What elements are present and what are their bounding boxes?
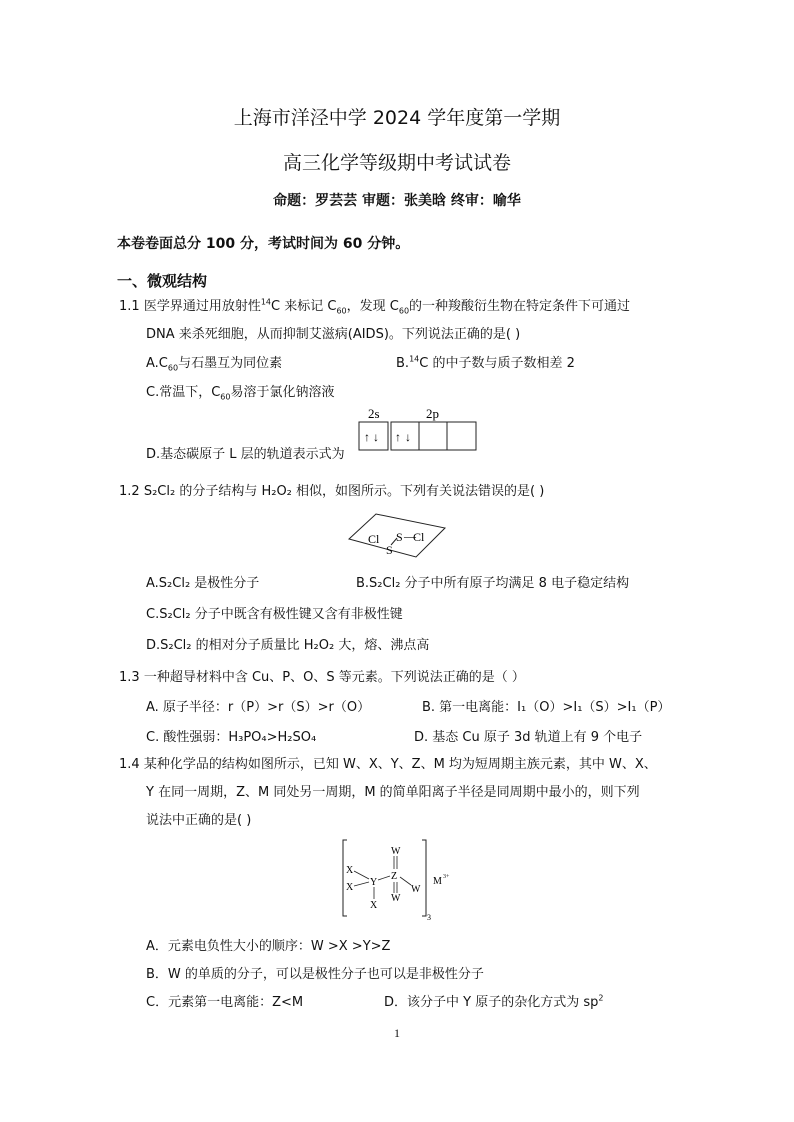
atom-w-right: W <box>411 884 421 895</box>
question-1-4-option-a: A．元素电负性大小的顺序：W >X >Y>Z <box>146 939 391 954</box>
atom-m: M <box>433 876 442 887</box>
question-1-4-option-b: B．W 的单质的分子，可以是极性分子也可以是非极性分子 <box>146 967 484 982</box>
atom-label-cl: Cl <box>413 530 425 544</box>
spin-down-arrow: ↓ <box>373 430 379 444</box>
option-text: C 的中子数与质子数相差 2 <box>419 356 575 371</box>
question-1-3-option-d: D. 基态 Cu 原子 3d 轨道上有 9 个电子 <box>414 730 643 745</box>
question-number: 1.1 <box>119 299 140 314</box>
atom-x: X <box>346 882 354 893</box>
bond-line <box>378 876 390 880</box>
stem-part: ，发现 C <box>346 299 399 314</box>
orbital-box-2p-2 <box>419 422 447 450</box>
question-1-2-option-c: C.S₂Cl₂ 分子中既含有极性键又含有非极性键 <box>146 607 403 622</box>
option-text: D．该分子中 Y 原子的杂化方式为 sp <box>384 995 599 1010</box>
bracket-left <box>343 840 347 916</box>
section-heading: 一、微观结构 <box>117 272 208 290</box>
atom-x-bottom: X <box>370 900 378 911</box>
ion-charge: 3+ <box>443 874 450 880</box>
bond-dash: — <box>404 529 416 543</box>
atom-z: Z <box>391 871 398 882</box>
stem-part: C 来标记 C <box>271 299 337 314</box>
orbital-box-2p-3 <box>447 422 476 450</box>
question-1-4-stem-line2: Y 在同一周期，Z、M 同处另一周期，M 的简单阳离子半径是同周期中最小的，则下列 <box>146 785 640 800</box>
stem-part: 的一种羧酸衍生物在特定条件下可通过 <box>409 299 631 314</box>
option-text: 易溶于氯化钠溶液 <box>230 385 335 400</box>
question-1-1-option-a <box>146 352 282 373</box>
spin-down-arrow: ↓ <box>405 430 411 444</box>
question-1-4-option-c: C．元素第一电离能：Z<M <box>146 995 304 1010</box>
c60-subscript: 60 <box>220 392 231 402</box>
bond-line <box>400 877 411 885</box>
orbital-label-2s: 2s <box>368 406 380 421</box>
question-1-3-option-a: A. 原子半径：r（P）>r（S）>r（O） <box>146 700 371 715</box>
atom-label-s: S <box>386 543 393 557</box>
s2cl2-structure-figure <box>346 509 448 563</box>
question-1-1-stem <box>119 295 630 316</box>
question-1-2-option-b: B.S₂Cl₂ 分子中所有原子均满足 8 电子稳定结构 <box>356 576 630 591</box>
atom-w-top: W <box>391 846 401 857</box>
bracket-count: 3 <box>427 913 431 922</box>
option-text: A.C <box>146 356 168 371</box>
question-1-2-stem <box>119 480 544 499</box>
question-1-2-option-a: A.S₂Cl₂ 是极性分子 <box>146 576 260 591</box>
question-1-4-stem-line1 <box>119 753 657 772</box>
question-1-1-option-c <box>146 381 335 402</box>
question-1-1-option-b <box>396 352 575 371</box>
stem-part: 医学界通过用放射性 <box>143 299 261 314</box>
question-1-3-stem <box>119 666 525 685</box>
question-1-3-option-b: B. 第一电离能：I₁（O）>I₁（S）>I₁（P） <box>422 700 671 715</box>
orbital-label-2p: 2p <box>426 406 439 421</box>
atom-label-s: S <box>396 530 403 544</box>
spin-up-arrow: ↑ <box>364 430 370 444</box>
atom-w-bottom: W <box>391 893 401 904</box>
exam-instructions: 本卷卷面总分 100 分，考试时间为 60 分钟。 <box>117 236 410 252</box>
question-1-1-option-d: D.基态碳原子 L 层的轨道表示式为 <box>146 447 345 462</box>
exam-title: 上海市洋泾中学 2024 学年度第一学期 <box>233 107 561 129</box>
question-1-4-stem-line3: 说法中正确的是( ) <box>146 813 252 828</box>
c60-subscript: 60 <box>167 363 179 373</box>
hybridization-superscript: 2 <box>598 993 604 1003</box>
question-1-4-option-d <box>384 991 603 1010</box>
stem-text: 一种超导材料中含 Cu、P、O、S 等元素。下列说法正确的是（ ） <box>143 670 525 685</box>
option-text: B. <box>396 356 410 371</box>
c60-subscript: 60 <box>336 306 347 316</box>
option-text: 与石墨互为同位素 <box>178 356 283 371</box>
c60-subscript: 60 <box>398 306 410 316</box>
page-number: 1 <box>394 1026 400 1040</box>
question-number: 1.3 <box>119 670 140 685</box>
question-1-3-option-c: C. 酸性强弱：H₃PO₄>H₂SO₄ <box>146 730 317 745</box>
atom-y: Y <box>370 877 378 888</box>
atom-x: X <box>346 865 354 876</box>
bond-line <box>354 871 369 879</box>
stem-text: S₂Cl₂ 的分子结构与 H₂O₂ 相似，如图所示。下列有关说法错误的是( ) <box>143 484 545 499</box>
isotope-mass: 14 <box>409 354 420 364</box>
option-text: C.常温下，C <box>146 385 221 400</box>
bond-line <box>354 882 369 886</box>
exam-subtitle: 高三化学等级期中考试试卷 <box>282 152 511 174</box>
stem-text: 某种化学品的结构如图所示，已知 W、X、Y、Z、M 均为短周期主族元素，其中 W、X、 <box>143 757 657 772</box>
isotope-mass: 14 <box>260 297 272 307</box>
question-1-1-line2: DNA 来杀死细胞，从而抑制艾滋病(AIDS)。下列说法正确的是( ) <box>146 327 521 342</box>
question-1-2-option-d: D.S₂Cl₂ 的相对分子质量比 H₂O₂ 大，熔、沸点高 <box>146 638 430 653</box>
exam-credits: 命题：罗芸芸 审题：张美晗 终审：喻华 <box>273 193 521 209</box>
question-number: 1.2 <box>119 484 140 499</box>
spin-up-arrow: ↑ <box>395 430 401 444</box>
bracket-right <box>422 840 426 916</box>
orbital-diagram <box>356 405 480 453</box>
atom-label-cl: Cl <box>368 532 380 546</box>
question-number: 1.4 <box>119 757 140 772</box>
compound-structure-figure <box>338 834 456 924</box>
